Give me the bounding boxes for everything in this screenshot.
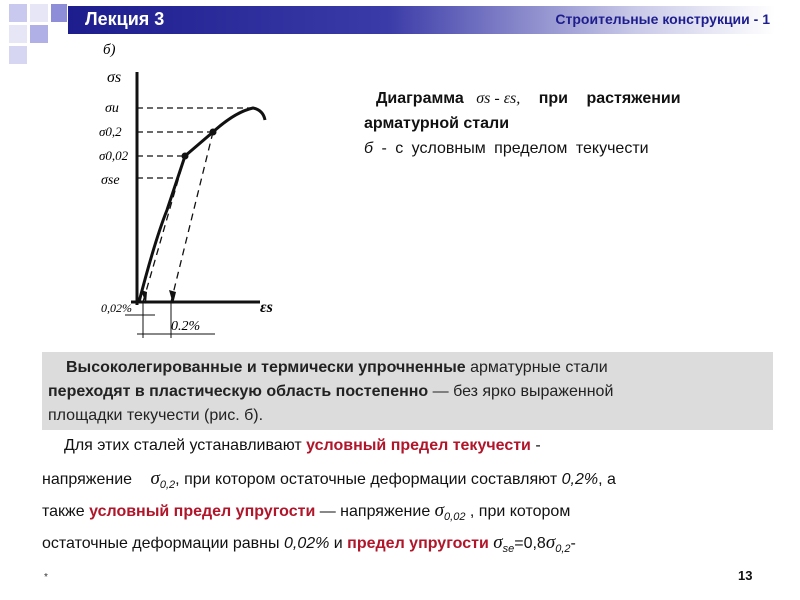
panel-label: б) [103,42,116,58]
course-title: Строительные конструкции - 1 [555,11,770,27]
paragraph-line-1: Для этих сталей устанавливают условный предел текучести - [64,437,541,454]
paragraph-line-4: остаточные деформации равны 0,02% и предел упругости $\sigma_{se}=0,8\sigma_{0,2}-$ [42,532,576,555]
tick-sigma-02: σ0,2 [99,124,122,139]
tick-sigma-se: σse [101,173,120,188]
paragraph-line-3: также условный предел упругости — напряжение $\sigma_{0,02}$ , при котором [42,500,571,523]
tick-sigma-u: σu [105,101,119,116]
page-number: 13 [738,568,753,583]
decor-square [9,4,27,22]
caption-title-rest: при растяжении [538,90,681,107]
decor-square [9,46,27,64]
tick-sigma-002: σ0,02 [99,148,129,163]
x-axis-label: εs [260,299,273,316]
highlight-line-1: Высоколегированные и термически упрочненные арматурные стали [66,359,608,376]
caption-line-1 [376,90,681,108]
caption-formula: σs - εs, [476,90,521,107]
caption-title-word: Диаграмма [376,90,464,107]
decor-square [30,4,48,22]
x-tick-0-02: 0,02% [101,301,132,315]
highlight-line-3: площадки текучести (рис. б). [48,407,264,424]
lecture-title: Лекция 3 [85,9,165,29]
unload-0-2 [171,132,213,302]
x-tick-0-2: 0.2% [171,319,201,334]
footer-star: * [44,572,48,583]
caption-line-2: арматурной стали [364,115,510,132]
paragraph-line-2: напряжение $\sigma_{0,2}$, при котором остаточные деформации составляют 0,2%, а [42,468,616,491]
caption-line-3: б - с условным пределом текучести [364,140,649,157]
decor-square [9,25,27,43]
decor-square [51,4,67,22]
y-axis-label: σs [107,69,122,86]
stress-strain-curve [139,108,265,302]
highlight-line-2: переходят в пластическую область постепенно — без ярко выраженной [48,383,614,400]
stress-strain-diagram [95,40,280,340]
decor-square [30,25,48,43]
